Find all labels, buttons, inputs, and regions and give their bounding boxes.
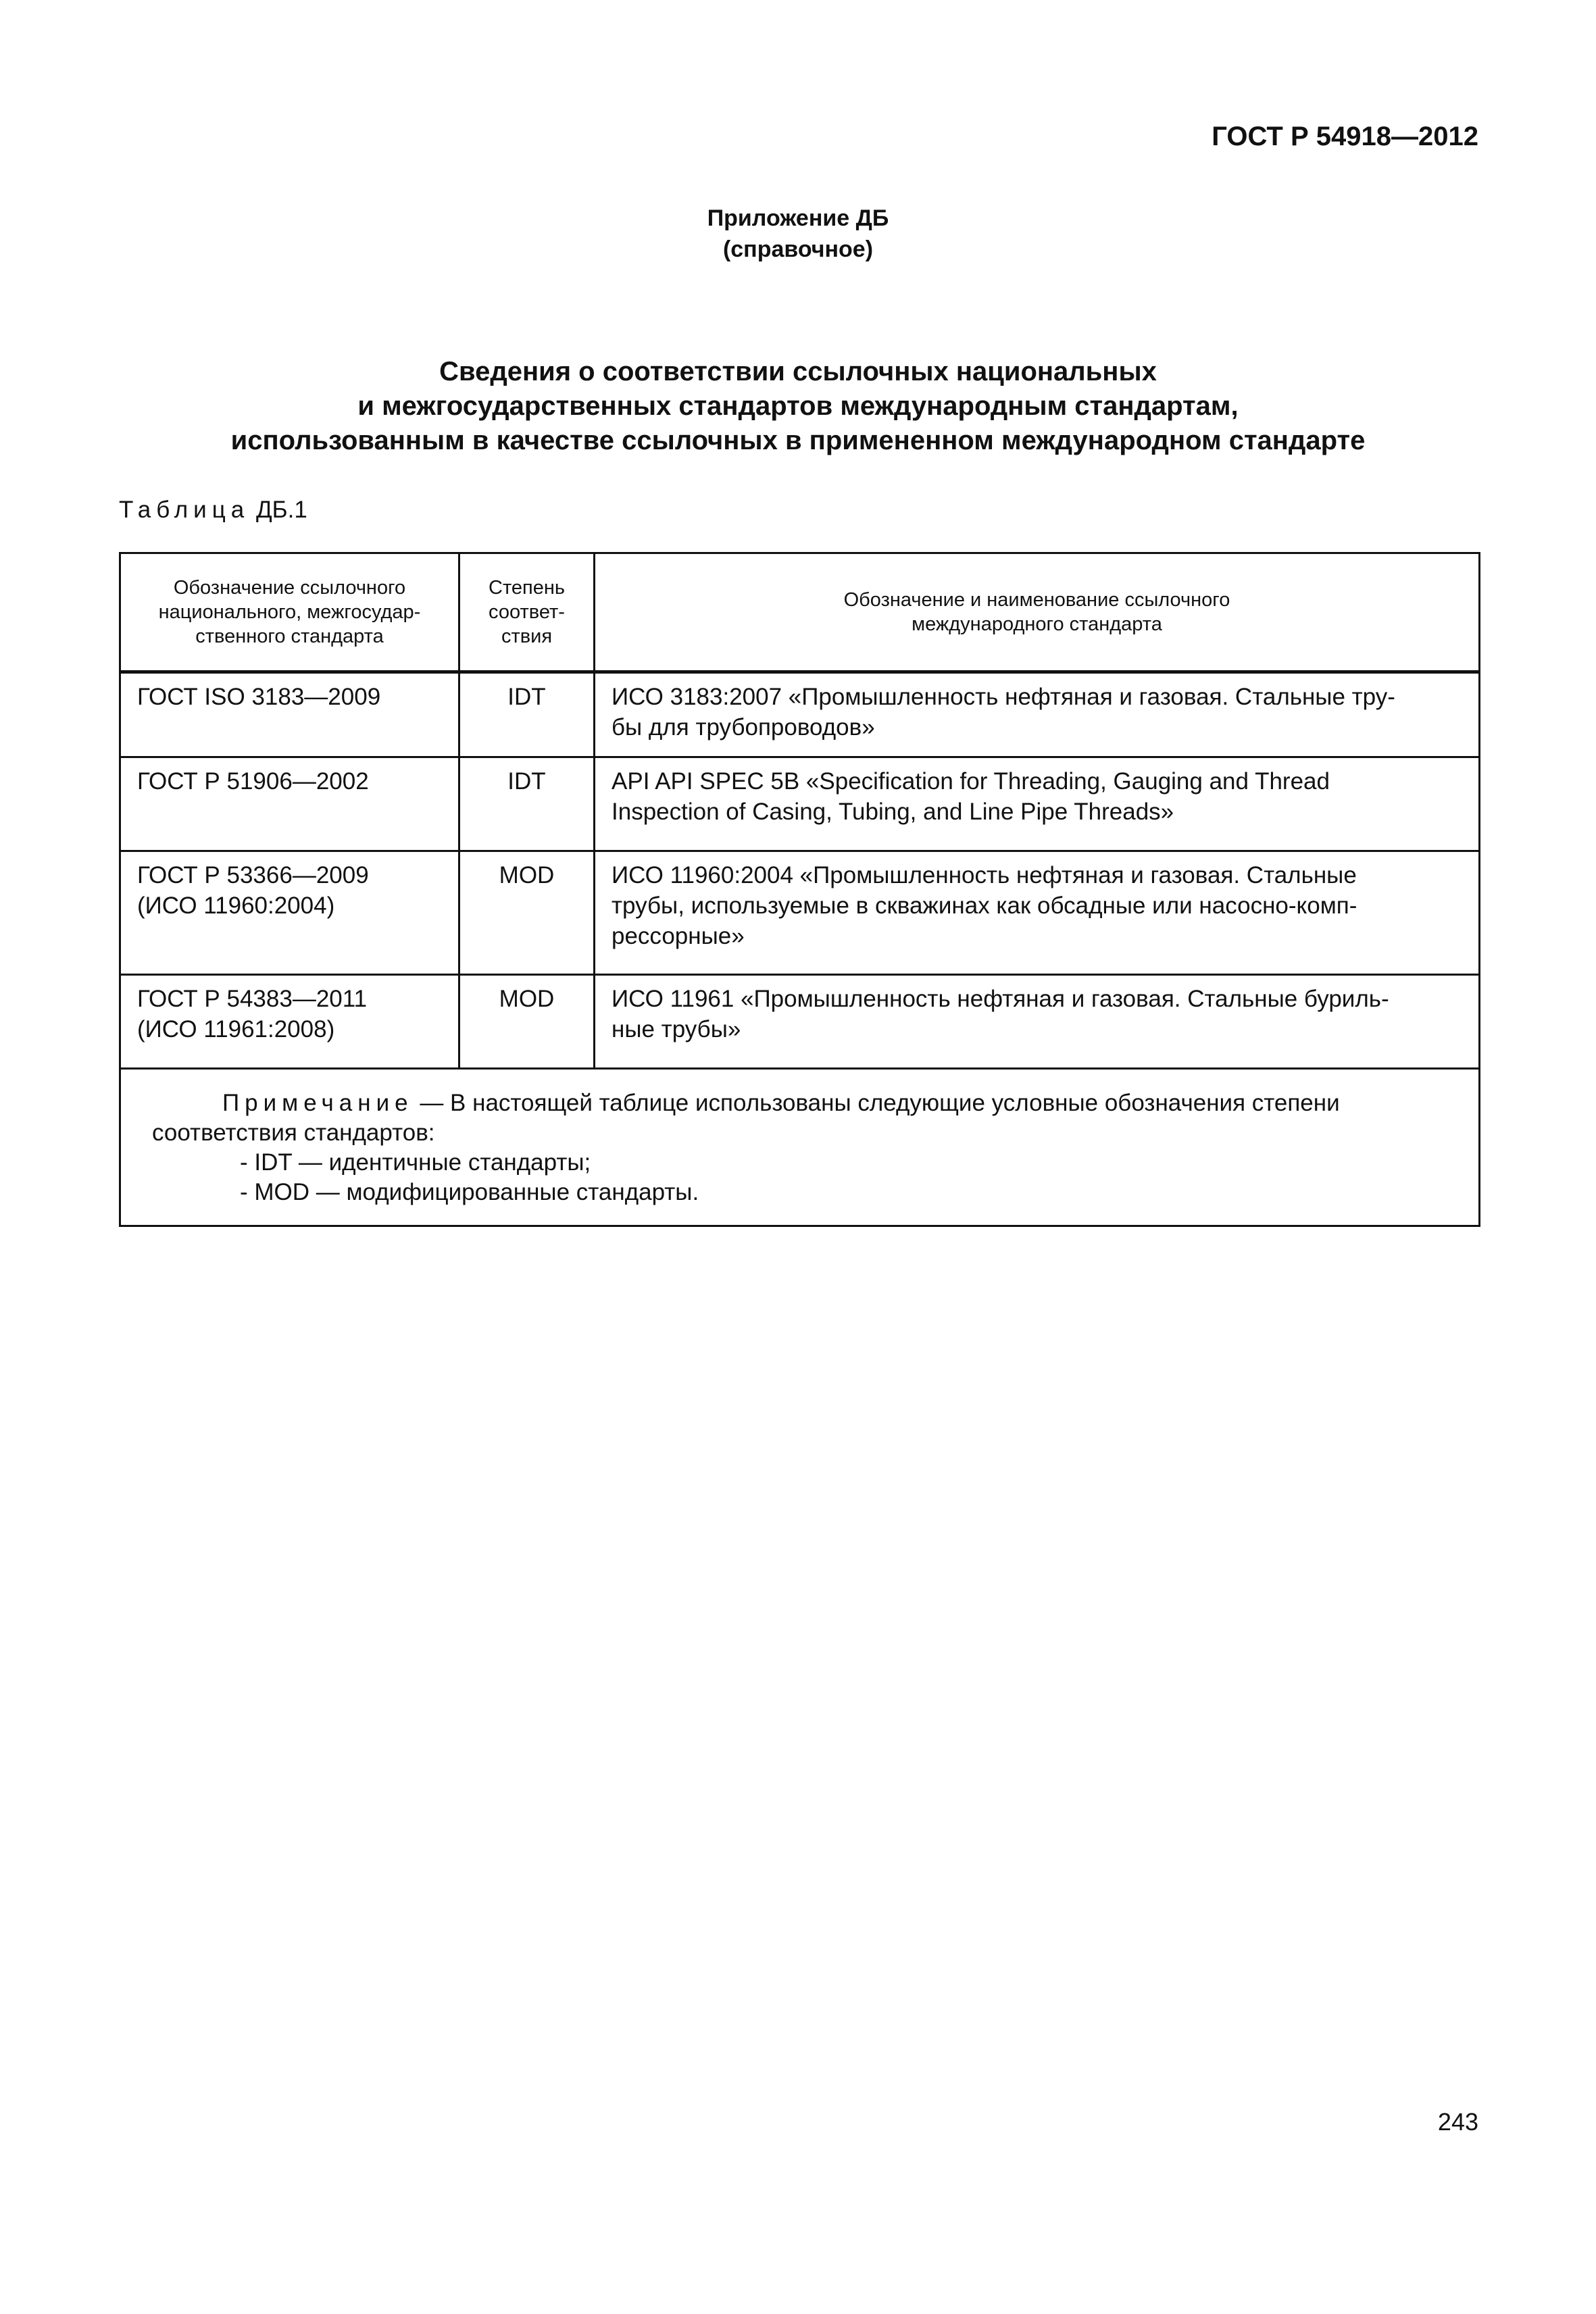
page-number: 243: [1437, 2108, 1478, 2136]
cell-line: IDT: [507, 684, 546, 710]
cell-degree: [459, 975, 595, 1069]
table-row: [120, 757, 1480, 851]
note-text: — В настоящей таблице использованы следующие условные обозначения степени: [413, 1090, 1340, 1116]
cell-national-standard: [120, 757, 459, 851]
appendix-subtitle: (справочное): [722, 236, 874, 262]
cell-international-standard: [595, 975, 1480, 1069]
cell-line: API API SPEC 5B «Specification for Threading, Gauging and Thread: [612, 768, 1330, 795]
cell-line: ные трубы»: [612, 1016, 741, 1042]
cell-line: IDT: [507, 768, 546, 795]
document-standard-id: ГОСТ Р 54918—2012: [1212, 122, 1478, 151]
table-caption: [119, 497, 307, 524]
cell-national-standard: [120, 672, 459, 757]
header-line: ствия: [501, 626, 553, 647]
table-row: [120, 975, 1480, 1069]
section-title: [0, 355, 1596, 458]
header-degree: [459, 553, 595, 672]
cell-line: ГОСТ ISO 3183—2009: [137, 684, 381, 710]
header-line: Обозначение ссылочного: [173, 577, 406, 599]
cell-line: ИСО 11960:2004 «Промышленность нефтяная и газовая. Стальные: [612, 862, 1357, 888]
note-item: - IDT — идентичные стандарты;: [240, 1149, 591, 1176]
note-label: Примечание: [222, 1090, 414, 1116]
note-text-continued: соответствия стандартов:: [152, 1120, 435, 1146]
header-international-standard: [595, 553, 1480, 672]
cell-degree: [459, 851, 595, 975]
cell-line: ГОСТ Р 54383—2011: [137, 986, 368, 1012]
cell-line: трубы, используемые в скважинах как обсадные или насосно-комп-: [612, 892, 1357, 919]
header-line: Обозначение и наименование ссылочного: [843, 589, 1230, 611]
cell-international-standard: [595, 757, 1480, 851]
header-line: Степень: [489, 577, 565, 599]
cell-line: бы для трубопроводов»: [612, 714, 875, 740]
table-note: [120, 1069, 1480, 1226]
appendix-title: Приложение ДБ: [707, 205, 889, 231]
table-row: [120, 851, 1480, 975]
section-title-line: использованным в качестве ссылочных в примененном международном стандарте: [230, 426, 1366, 455]
cell-international-standard: [595, 851, 1480, 975]
cell-national-standard: [120, 851, 459, 975]
appendix-heading: [0, 203, 1596, 265]
cell-line: ИСО 3183:2007 «Промышленность нефтяная и газовая. Стальные тру-: [612, 684, 1395, 710]
cell-line: (ИСО 11961:2008): [137, 1016, 335, 1042]
header-line: национального, межгосудар-: [158, 601, 421, 623]
cell-degree: [459, 672, 595, 757]
note-first-line: [152, 1088, 1449, 1118]
header-line: международного стандарта: [912, 613, 1162, 635]
table-caption-number: ДБ.1: [255, 497, 307, 523]
cell-international-standard: [595, 672, 1480, 757]
cell-line: (ИСО 11960:2004): [137, 892, 335, 919]
section-title-line: и межгосударственных стандартов международным стандартам,: [357, 391, 1239, 421]
table-caption-prefix: Таблица: [119, 497, 250, 523]
cell-line: ГОСТ Р 53366—2009: [137, 862, 369, 888]
note-item: - MOD — модифицированные стандарты.: [240, 1179, 699, 1205]
table-header-row: [120, 553, 1480, 672]
header-line: ственного стандарта: [195, 626, 384, 647]
cell-national-standard: [120, 975, 459, 1069]
table-note-row: [120, 1069, 1480, 1226]
cell-line: ИСО 11961 «Промышленность нефтяная и газовая. Стальные буриль-: [612, 986, 1389, 1012]
header-national-standard: [120, 553, 459, 672]
cell-line: рессорные»: [612, 923, 745, 949]
section-title-line: Сведения о соответствии ссылочных национальных: [439, 357, 1157, 386]
table-row: [120, 672, 1480, 757]
cell-line: Inspection of Casing, Tubing, and Line Pipe Threads»: [612, 799, 1174, 825]
cell-line: MOD: [499, 862, 555, 888]
reference-standards-table: [119, 552, 1480, 1227]
cell-line: ГОСТ Р 51906—2002: [137, 768, 369, 795]
cell-line: MOD: [499, 986, 555, 1012]
cell-degree: [459, 757, 595, 851]
header-line: соответ-: [489, 601, 565, 623]
